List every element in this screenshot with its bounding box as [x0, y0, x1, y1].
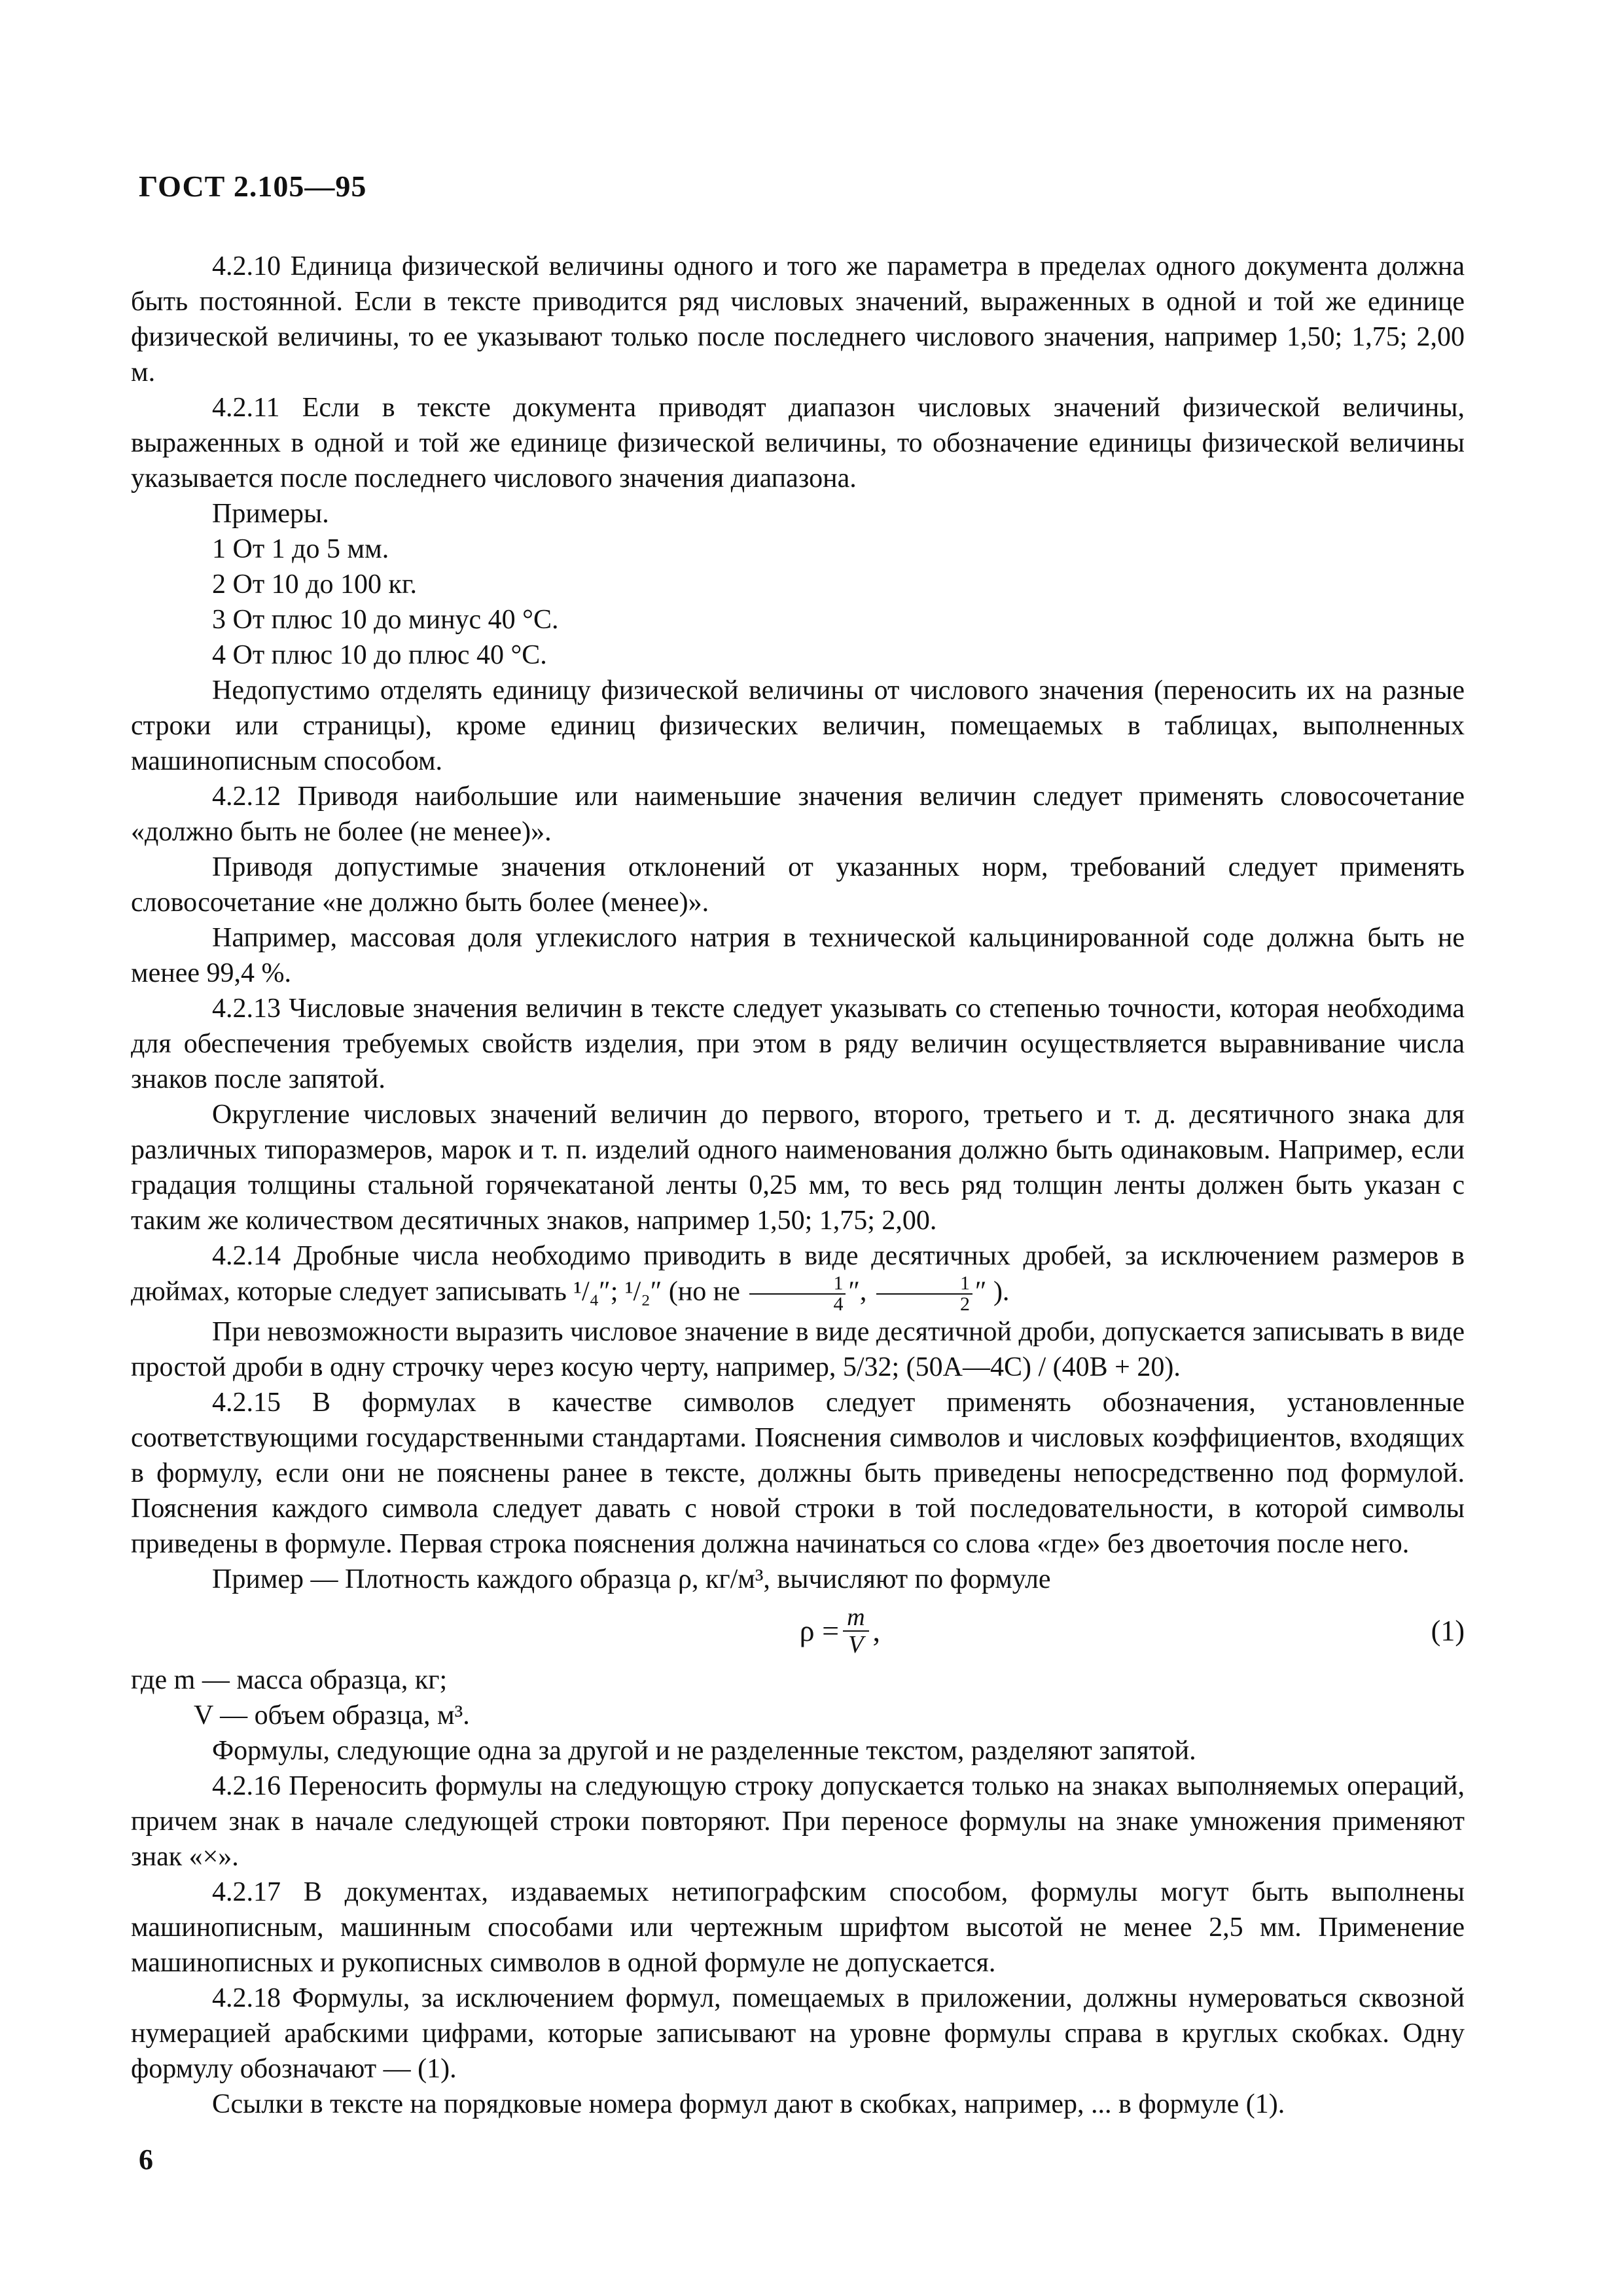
where-volume: V — объем образца, м³. — [194, 1700, 470, 1731]
inch-not-text: (но не — [668, 1276, 740, 1307]
where-mass: где m — масса образца, кг; — [131, 1665, 448, 1695]
paragraph-deviations: Приводя допустимые значения отклонений от указанных норм, требований следует применять словосочетание «не должно быть более (менее)». — [131, 852, 1465, 918]
document-body — [131, 249, 1465, 2122]
paragraph-4-2-14-text: 4.2.14 Дробные числа необходимо приводить в виде десятичных дробей, за исключением размеров в дюймах, которые следует записывать — [131, 1241, 1465, 1307]
paragraph-formula-references: Ссылки в тексте на порядковые номера формул дают в скобках, например, ... в формуле (1). — [212, 2089, 1285, 2119]
paragraph-4-2-12: 4.2.12 Приводя наибольшие или наименьшие значения величин следует применять словосочетание «должно быть не более (не менее)». — [131, 781, 1465, 847]
example-3: 3 От плюс 10 до минус 40 °С. — [212, 605, 559, 635]
paragraph-density-example: Пример — Плотность каждого образца ρ, кг/м³, вычисляют по формуле — [212, 1564, 1051, 1594]
inch-close-paren: ). — [993, 1276, 1010, 1307]
example-4: 4 От плюс 10 до плюс 40 °С. — [212, 640, 547, 670]
paragraph-4-2-18: 4.2.18 Формулы, за исключением формул, помещаемых в приложении, должны нумероваться сквозной нумерацией арабскими цифрами, которые записывают на уровне формулы справа в круглых скобках. Одну формулу обозначают — (1). — [131, 1983, 1465, 2084]
example-1: 1 От 1 до 5 мм. — [212, 534, 389, 564]
formula-1-row — [131, 1601, 1465, 1661]
paragraph-formula-comma: Формулы, следующие одна за другой и не разделенные текстом, разделяют запятой. — [212, 1736, 1196, 1766]
inch-fractions: ¹/₄″; ¹/₂″ — [573, 1276, 662, 1307]
formula-number: (1) — [1431, 1615, 1465, 1647]
examples-title: Примеры. — [212, 499, 329, 529]
paragraph-4-2-13: 4.2.13 Числовые значения величин в тексте следует указывать со степенью точности, которая необходима для обеспечения требуемых свойств изделия, при этом в ряду величин осуществляется выравнивание числа знаков после запятой. — [131, 994, 1465, 1094]
formula-fraction: $\frac{m}{V}$ — [843, 1604, 868, 1658]
paragraph-4-2-11: 4.2.11 Если в тексте документа приводят диапазон числовых значений физической величины, выраженных в одной и той же единице физической величины, то обозначение единицы физической величины указывается после последнего числового значения диапазона. — [131, 393, 1465, 493]
stacked-fraction-half: $\frac{1}{2}$ — [876, 1274, 972, 1314]
paragraph-simple-fraction: При невозможности выразить числовое значение в виде десятичной дроби, допускается записывать в виде простой дроби в одну строчку через косую черту, например, 5/32; (50А—4С) / (40В + 20). — [131, 1317, 1465, 1382]
density-formula: ρ = $\frac{m}{V}$ , — [799, 1604, 881, 1659]
page-number: 6 — [139, 2144, 153, 2176]
paragraph-example-soda: Например, массовая доля углекислого натрия в технической кальцинированной соде должна быть не менее 99,4 %. — [131, 923, 1465, 988]
paragraph-unit-separation: Недопустимо отделять единицу физической величины от числового значения (переносить их на разные строки или страницы), кроме единиц физических величин, помещаемых в таблицах, выполненных машинописным способом. — [131, 675, 1465, 776]
paragraph-4-2-16: 4.2.16 Переносить формулы на следующую строку допускается только на знаках выполняемых операций, причем знак в начале следующей строки повторяют. При переносе формулы на знаке умножения применяют знак «×». — [131, 1771, 1465, 1872]
paragraph-4-2-15: 4.2.15 В формулах в качестве символов следует применять обозначения, установленные соответствующими государственными стандартами. Пояснения символов и числовых коэффициентов, входящих в формулу, если они не пояснены ранее в тексте, должны быть приведены непосредственно под формулой. Пояснения каждого символа следует давать с новой строки в той последовательности, в которой символы приведены в формуле. Первая строка пояснения должна начинаться со слова «где» без двоеточия после него. — [131, 1388, 1465, 1559]
page-header-title: ГОСТ 2.105—95 — [139, 170, 367, 203]
paragraph-4-2-10: 4.2.10 Единица физической величины одного и того же параметра в пределах одного документа должна быть постоянной. Если в тексте приводится ряд числовых значений, выраженных в одной и той же единице физической величины, то ее указывают только после последнего числового значения, например 1,50; 1,75; 2,00 м. — [131, 251, 1465, 387]
paragraph-4-2-14: 4.2.14 Дробные числа необходимо приводить в виде десятичных дробей, за исключением размеров в дюймах, которые следует записывать ¹/₄″; ¹/₂″ (но не $\frac{1}{4}$ ″, $\frac{1}{2}$ ″ ). — [131, 1241, 1465, 1315]
example-2: 2 От 10 до 100 кг. — [212, 569, 417, 600]
stacked-fraction-quarter: $\frac{1}{4}$ — [749, 1274, 846, 1314]
paragraph-rounding: Округление числовых значений величин до первого, второго, третьего и т. д. десятичного знака для различных типоразмеров, марок и т. п. изделий одного наименования должно быть одинаковым. Например, если градация толщины стальной горячекатаной ленты 0,25 мм, то весь ряд толщин ленты должен быть указан с таким же количеством десятичных знаков, например 1,50; 1,75; 2,00. — [131, 1100, 1465, 1236]
paragraph-4-2-17: 4.2.17 В документах, издаваемых нетипографским способом, формулы могут быть выполнены машинописным, машинным способами или чертежным шрифтом высотой не менее 2,5 мм. Применение машинописных и рукописных символов в одной формуле не допускается. — [131, 1877, 1465, 1978]
